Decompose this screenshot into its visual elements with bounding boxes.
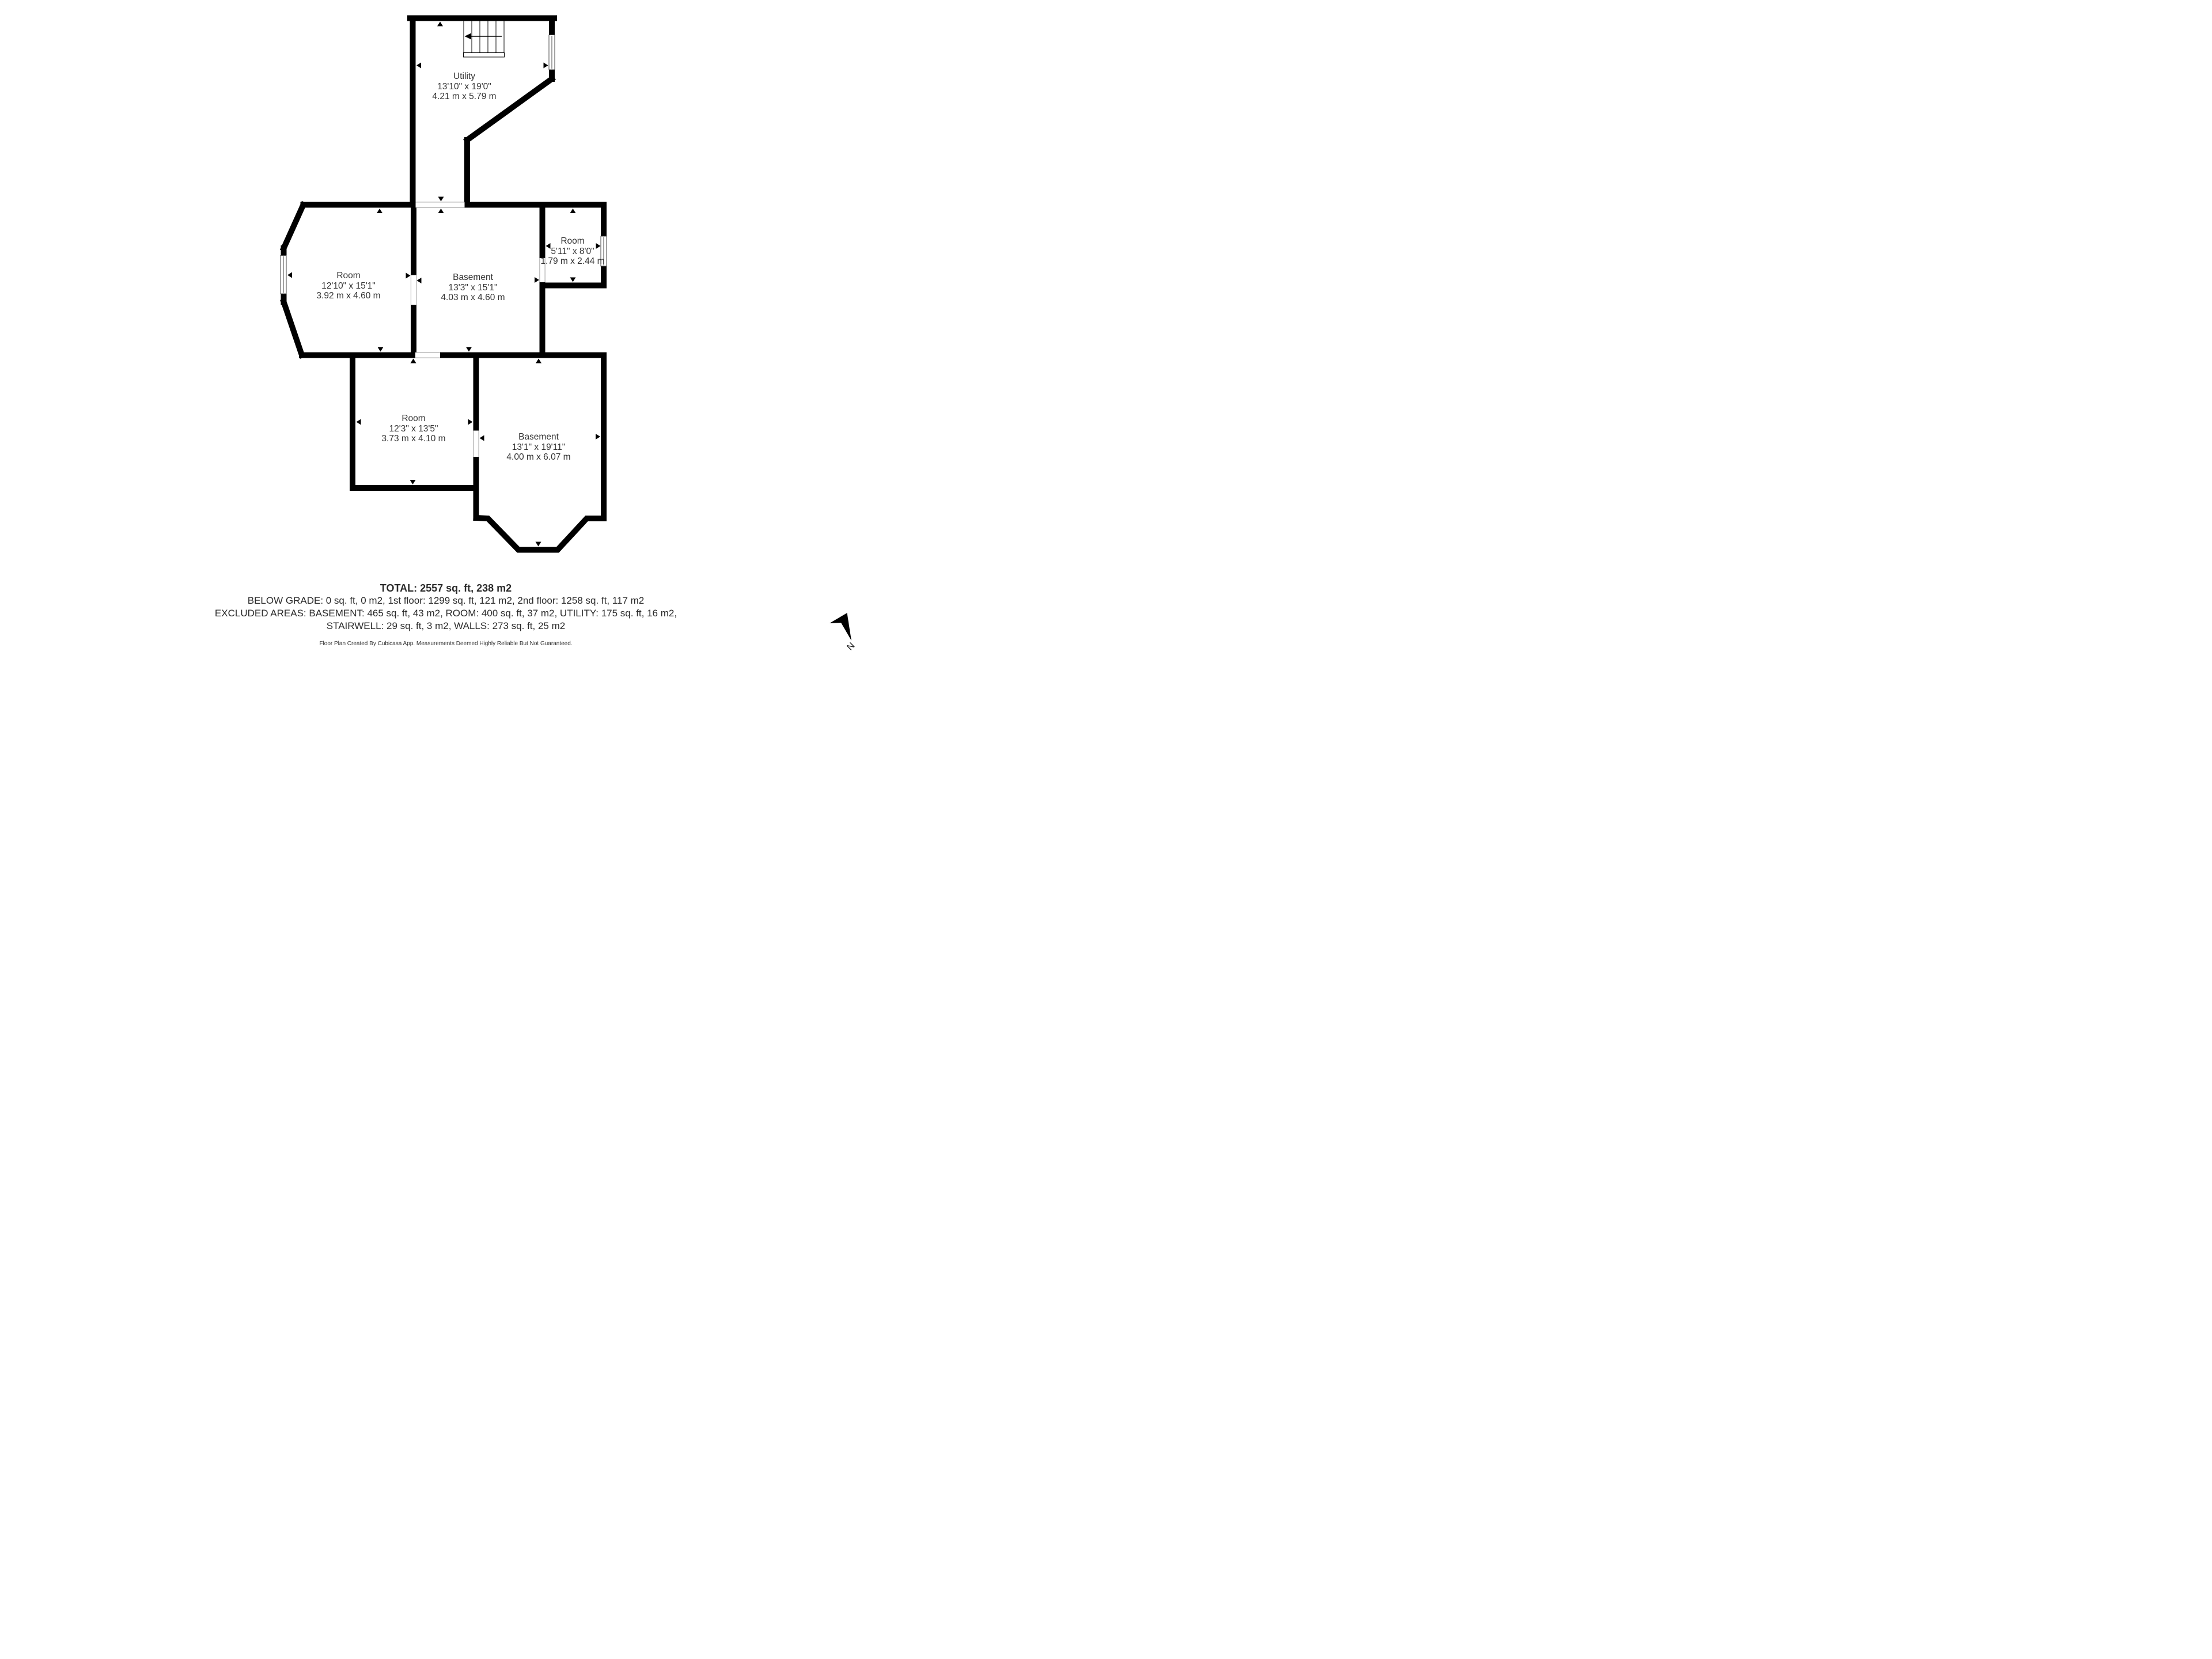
stairwell-walls-line: STAIRWELL: 29 sq. ft, 3 m2, WALLS: 273 sq. ft, 25 m2 — [326, 620, 566, 631]
room-dim-metric: 3.73 m x 4.10 m — [381, 433, 446, 444]
north-label: N — [845, 641, 857, 653]
room-name: Room — [336, 270, 361, 281]
room-dim-imperial: 13'10" x 19'0" — [437, 81, 491, 92]
room-dim-imperial: 13'1" x 19'11" — [512, 442, 566, 452]
room-dim-imperial: 13'3" x 15'1" — [448, 282, 498, 293]
room-dim-metric: 4.03 m x 4.60 m — [441, 292, 505, 302]
floorplan-page — [0, 0, 885, 664]
window-icon-west-room — [281, 256, 286, 294]
total-area-line: TOTAL: 2557 sq. ft, 238 m2 — [380, 582, 512, 594]
room-name: Basement — [453, 272, 493, 282]
room-dim-imperial: 12'3" x 13'5" — [389, 423, 438, 434]
room-name: Room — [402, 413, 426, 423]
door-opening-west-room — [411, 275, 416, 305]
room-label-lower-room — [381, 414, 445, 444]
room-dim-metric: 3.92 m x 4.60 m — [316, 290, 381, 301]
below-grade-line: BELOW GRADE: 0 sq. ft, 0 m2, 1st floor: 1299 sq. ft, 121 m2, 2nd floor: 1258 sq. ft, 117 m2 — [247, 595, 645, 606]
room-label-upper-basement — [441, 272, 505, 303]
room-label-west-room — [316, 271, 380, 301]
area-summary — [3, 582, 885, 647]
room-label-small-room — [540, 236, 604, 267]
door-opening-lower-basement — [474, 431, 479, 457]
room-dim-metric: 4.00 m x 6.07 m — [506, 452, 571, 462]
room-dim-imperial: 5'11" x 8'0" — [551, 246, 594, 256]
excluded-areas-line: EXCLUDED AREAS: BASEMENT: 465 sq. ft, 43 m2, ROOM: 400 sq. ft, 37 m2, UTILITY: 175 sq. ft, 16 m2, — [214, 608, 677, 619]
stairs-direction-arrow-icon — [465, 33, 472, 40]
room-name: Utility — [453, 71, 475, 81]
stairs-icon — [464, 21, 505, 57]
room-name: Room — [560, 236, 585, 246]
room-dim-metric: 4.21 m x 5.79 m — [432, 91, 497, 101]
door-opening-utility — [416, 202, 465, 208]
disclaimer-text: Floor Plan Created By Cubicasa App. Measurements Deemed Highly Reliable But Not Guaranteed. — [319, 641, 573, 647]
interior-walls — [414, 205, 543, 518]
door-opening-lower-room — [415, 353, 440, 358]
room-dim-imperial: 12'10" x 15'1" — [321, 281, 376, 291]
room-label-utility — [432, 71, 496, 102]
window-icon-utility-east — [549, 35, 555, 70]
room-name: Basement — [518, 431, 559, 442]
room-label-lower-basement — [506, 432, 570, 463]
room-dim-metric: 1.79 m x 2.44 m — [540, 256, 605, 266]
